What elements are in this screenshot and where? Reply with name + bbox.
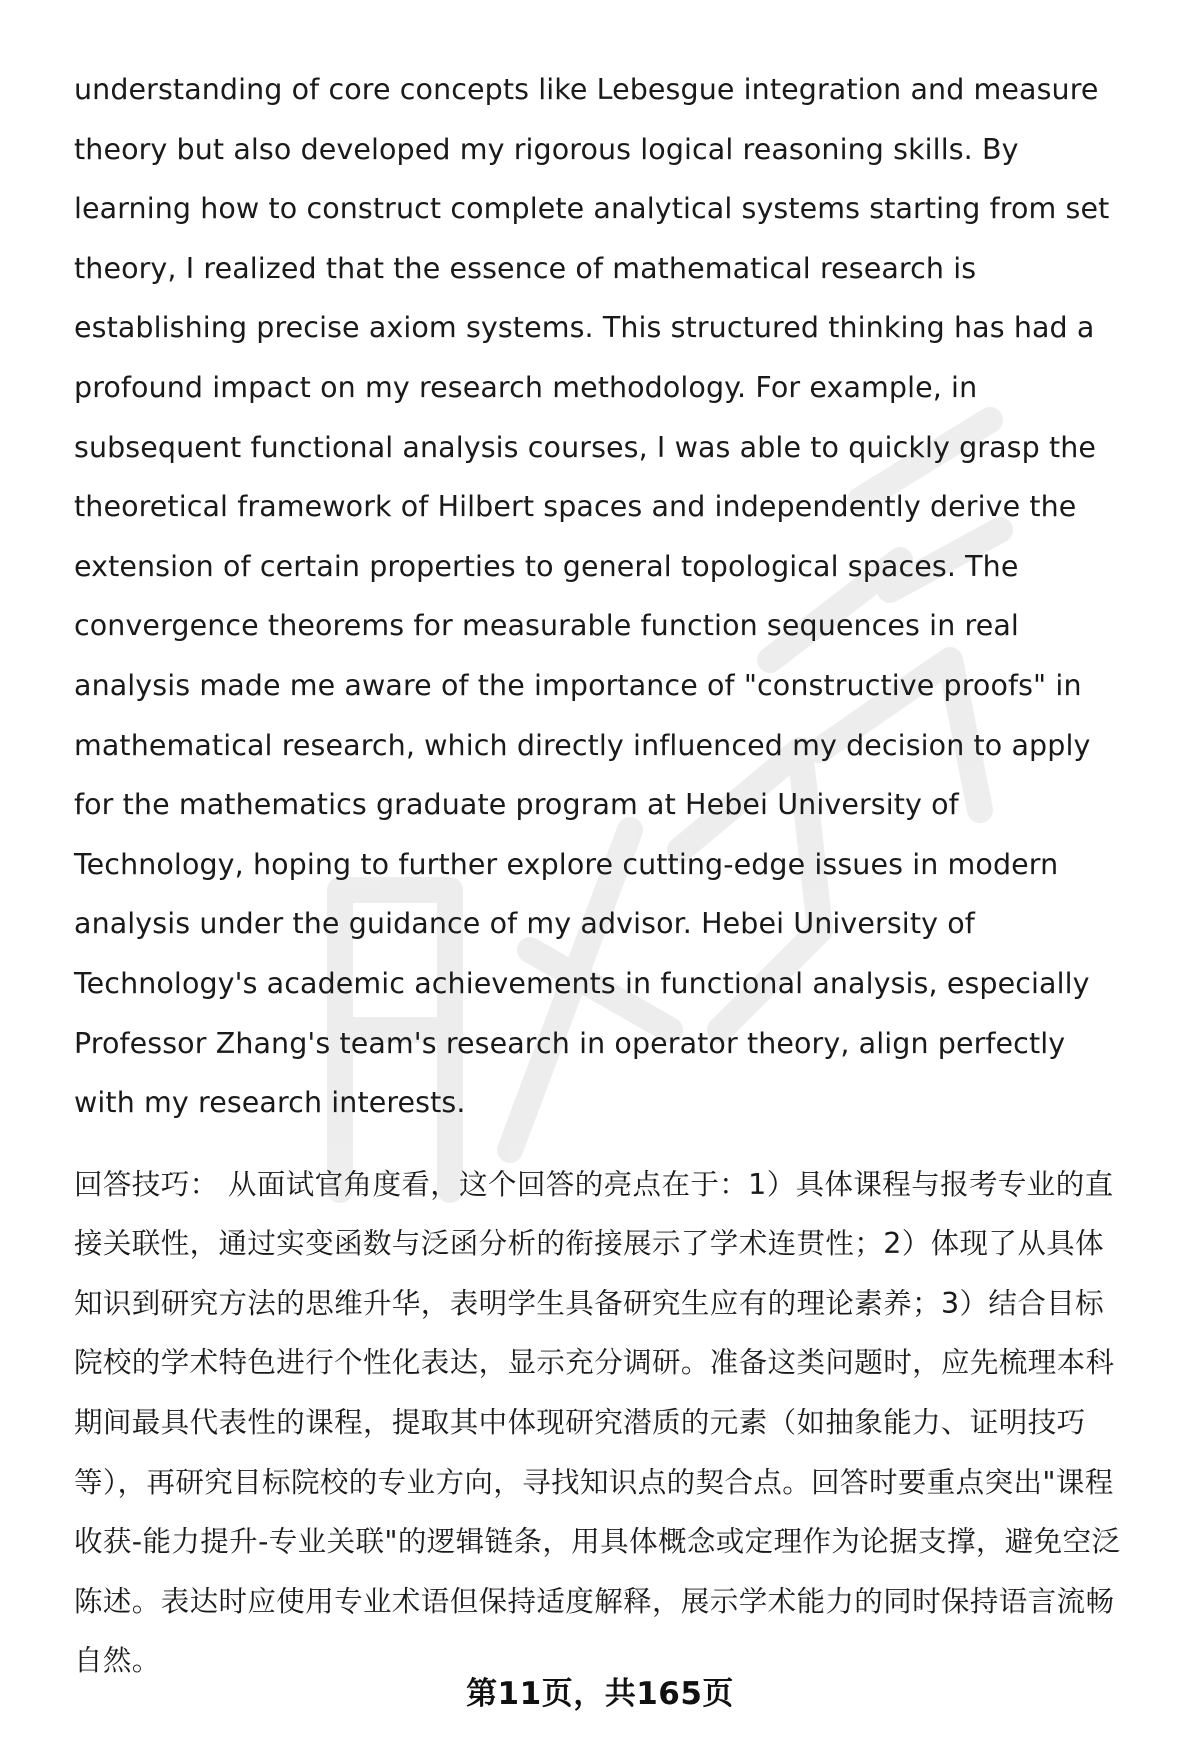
answer-paragraph: understanding of core concepts like Lebesgue integration and measure theory but also developed my rigorous logical reasoning skills. By learning how to construct complete analytical systems starting from set theory, I realized that the essence of mathematical research is establishing precise axiom systems. This structured thinking has had a profound impact on my research methodology. For example, in subsequent functional analysis courses, I was able to quickly grasp the theoretical framework of Hilbert spaces and independently derive the extension of certain properties to general topological spaces. The convergence theorems for measurable function sequences in real analysis made me aware of the importance of "constructive proofs" in mathematical research, which directly influenced my decision to apply for the mathematics graduate program at Hebei University of Technology, hoping to further explore cutting-edge issues in modern analysis under the guidance of my advisor. Hebei University of Technology's academic achievements in functional analysis, especially Professor Zhang's team's research in operator theory, align perfectly with my research interests. — [74, 73, 1110, 1120]
answer-tips-paragraph: 回答技巧： 从面试官角度看，这个回答的亮点在于：1）具体课程与报考专业的直接关联性，通过实变函数与泛函分析的衔接展示了学术连贯性；2）体现了从具体知识到研究方法的思维升华，表明学生具备研究生应有的理论素养；3）结合目标院校的学术特色进行个性化表达，显示充分调研。准备这类问题时，应先梳理本科期间最具代表性的课程，提取其中体现研究潜质的元素（如抽象能力、证明技巧等），再研究目标院校的专业方向，寻找知识点的契合点。回答时要重点突出"课程收获-能力提升-专业关联"的逻辑链条，用具体概念或定理作为论据支撑，避免空泛陈述。表达时应使用专业术语但保持适度解释，展示学术能力的同时保持语言流畅自然。 — [74, 1167, 1121, 1678]
page-number-footer: 第11页，共165页 — [466, 1676, 734, 1712]
